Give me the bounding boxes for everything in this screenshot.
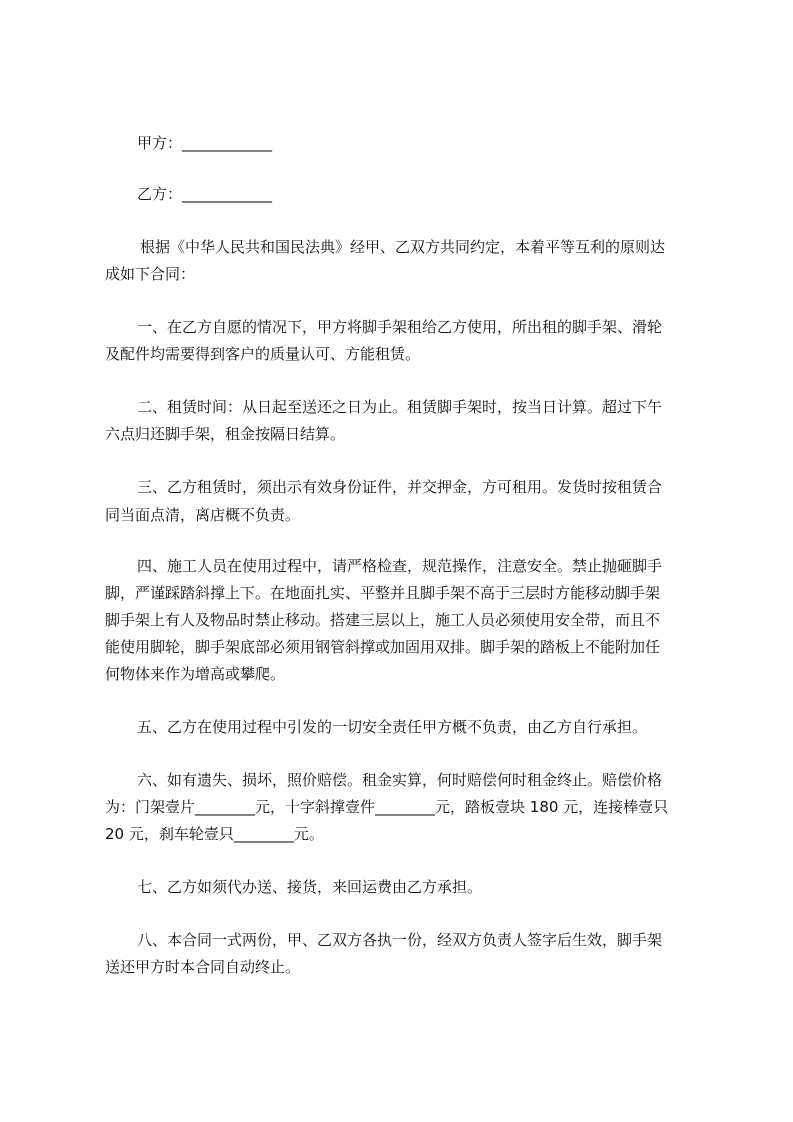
clause-line: 脚，严谨踩踏斜撑上下。在地面扎实、平整并且脚手架不高于三层时方能移动脚手架 [105, 584, 661, 602]
clause-line: 二、租赁时间：从日起至送还之日为止。租赁脚手架时，按当日计算。超过下午 [137, 398, 663, 416]
clause-line: 三、乙方租赁时，须出示有效身份证件，并交押金，方可租用。发货时按租赁合 [137, 478, 663, 496]
clause-line: 送还甲方时本合同自动终止。 [105, 958, 301, 976]
clause-line: 六点归还脚手架，租金按隔日结算。 [105, 425, 346, 443]
clause-line: 20 元，刹车轮壹只________元。 [105, 825, 324, 843]
clause-line: 脚手架上有人及物品时禁止移动。搭建三层以上，施工人员必须使用安全带，而且不 [105, 611, 661, 629]
clause-line: 能使用脚轮，脚手架底部必须用钢管斜撑或加固用双排。脚手架的踏板上不能附加任 [105, 638, 661, 656]
clause-line: 一、在乙方自愿的情况下，甲方将脚手架租给乙方使用，所出租的脚手架、滑轮 [137, 318, 663, 336]
clause-line: 八、本合同一式两份，甲、乙双方各执一份，经双方负责人签字后生效，脚手架 [137, 931, 663, 949]
clause-line: 为：门架壹片________元，十字斜撑壹件________元，踏板壹块 180 元，连接棒壹只 [105, 798, 669, 816]
intro-line: 根据《中华人民共和国民法典》经甲、乙双方共同约定，本着平等互利的原则达 [140, 238, 666, 256]
clause-line: 七、乙方如须代办送、接货，来回运费由乙方承担。 [137, 878, 483, 896]
clause-line: 五、乙方在使用过程中引发的一切安全责任甲方概不负责，由乙方自行承担。 [137, 718, 648, 736]
clause-line: 六、如有遗失、损坏，照价赔偿。租金实算，何时赔偿何时租金终止。赔偿价格 [137, 771, 663, 789]
party-b-field: 乙方：____________ [137, 185, 273, 203]
party-a-field: 甲方：____________ [137, 134, 273, 152]
clause-line: 及配件均需要得到客户的质量认可、方能租赁。 [105, 345, 421, 363]
intro-line: 成如下合同： [105, 265, 196, 283]
clause-line: 同当面点清，离店概不负责。 [105, 506, 301, 524]
clause-line: 何物体来作为增高或攀爬。 [105, 665, 286, 683]
clause-line: 四、施工人员在使用过程中，请严格检查，规范操作，注意安全。禁止抛砸脚手 [137, 557, 663, 575]
